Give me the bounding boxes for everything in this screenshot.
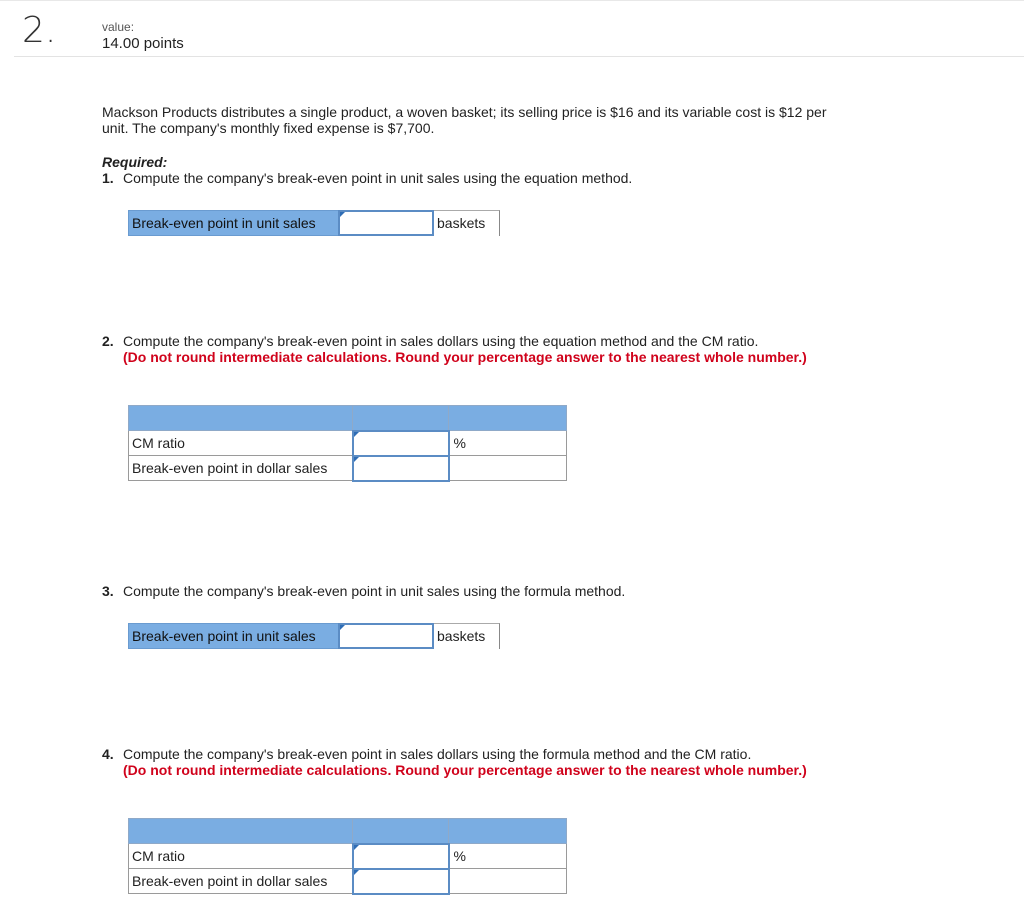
part-1-number: 1. [102,170,114,186]
part-2-rounding-note: (Do not round intermediate calculations. Round your percentage answer to the nearest whole number.) [123,349,807,365]
table-row [129,456,567,481]
required-heading: Required: [102,154,168,170]
cm-ratio-label: CM ratio [129,844,353,869]
part-4-number: 4. [102,746,114,762]
part-3-prompt [102,583,832,599]
points-value: 14.00 points [102,35,184,52]
part-3-answer-label: Break-even point in unit sales [128,623,338,649]
part-2-prompt [102,333,832,365]
part-3-text: Compute the company's break-even point in unit sales using the formula method. [123,583,626,599]
dollar-sales-label: Break-even point in dollar sales [129,869,353,894]
top-border [0,0,1024,1]
table-row [129,844,567,869]
header-divider [14,56,1024,57]
part-3-number: 3. [102,583,114,599]
part-2-cm-ratio-input[interactable] [353,431,449,456]
part-4-dollar-sales-input[interactable] [353,869,449,894]
part-4-prompt [102,746,832,778]
part-1-unit-label: baskets [434,210,500,236]
cm-ratio-label: CM ratio [129,431,353,456]
percent-unit: % [449,431,567,456]
table-header-row [129,406,567,431]
part-1-prompt [102,170,832,186]
part-1-text: Compute the company's break-even point in unit sales using the equation method. [123,170,633,186]
problem-statement: Mackson Products distributes a single product, a woven basket; its selling price is $16 and its variable cost is $12 per unit. The company's monthly fixed expense is $7,700. [102,104,827,136]
input-marker-icon [354,870,359,875]
input-marker-icon [354,457,359,462]
table-header-row [129,819,567,844]
part-1-unit-sales-input[interactable] [338,210,434,236]
part-4-cm-ratio-input[interactable] [353,844,449,869]
part-4-text: Compute the company's break-even point in sales dollars using the formula method and the CM ratio. [123,746,752,762]
part-2-number: 2. [102,333,114,349]
part-3-unit-sales-input[interactable] [338,623,434,649]
value-label: value: [102,20,135,34]
part-4-table [128,818,567,895]
part-1-answer-label: Break-even point in unit sales [128,210,338,236]
part-2-dollar-sales-input[interactable] [353,456,449,481]
table-row [129,431,567,456]
part-3-answer-row [128,623,500,649]
percent-unit: % [449,844,567,869]
part-4-rounding-note: (Do not round intermediate calculations. Round your percentage answer to the nearest whole number.) [123,762,807,778]
dollar-sales-label: Break-even point in dollar sales [129,456,353,481]
input-marker-icon [354,432,359,437]
part-3-unit-label: baskets [434,623,500,649]
part-2-text: Compute the company's break-even point in sales dollars using the equation method and the CM ratio. [123,333,759,349]
input-marker-icon [354,845,359,850]
table-row [129,869,567,894]
question-number: 2. [22,10,57,51]
input-marker-icon [340,212,345,217]
part-1-answer-row [128,210,500,236]
part-2-table [128,405,567,482]
input-marker-icon [340,625,345,630]
